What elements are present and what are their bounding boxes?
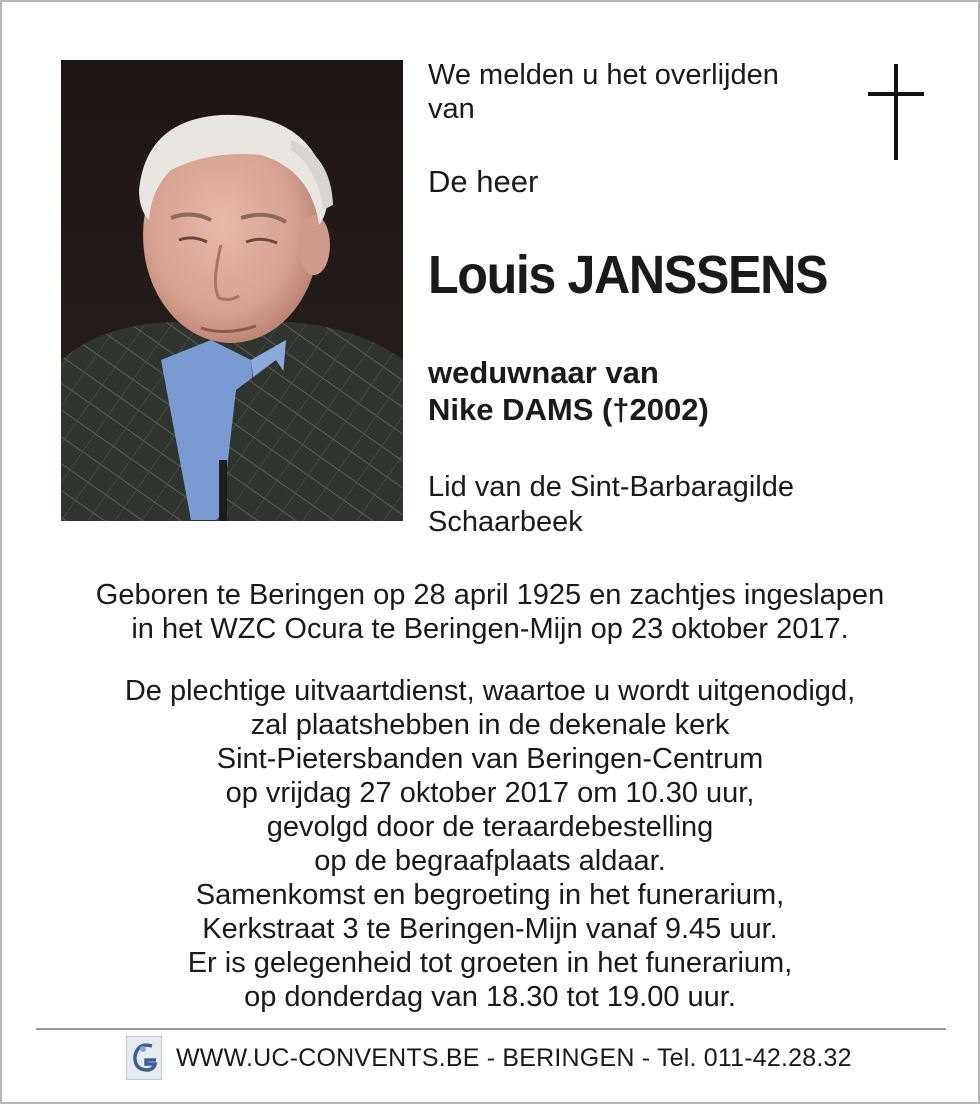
announcement-intro — [428, 58, 848, 126]
footer-divider — [36, 1028, 946, 1030]
funeral-details — [2, 674, 978, 1014]
funeral-home-contact[interactable]: WWW.UC-CONVENTS.BE - BERINGEN - Tel. 011-42.28.32 — [176, 1043, 852, 1072]
salutation: De heer — [428, 164, 539, 199]
funeral-line: zal plaatshebben in de dekenale kerk — [250, 709, 730, 741]
spouse-line: weduwnaar van — [428, 355, 659, 390]
guild-line: Lid van de Sint-Barbaragilde — [428, 471, 794, 503]
funeral-line: op de begraafplaats aldaar. — [314, 845, 666, 877]
guild-membership — [428, 470, 794, 540]
portrait-photo — [61, 60, 403, 521]
funeral-line: Sint-Pietersbanden van Beringen-Centrum — [216, 743, 764, 775]
spouse-line: Nike DAMS (†2002) — [428, 392, 709, 427]
intro-line: van — [428, 93, 475, 125]
funeral-line: Kerkstraat 3 te Beringen-Mijn vanaf 9.45 uur. — [202, 913, 778, 945]
funeral-line: Er is gelegenheid tot groeten in het funerarium, — [187, 947, 793, 979]
deceased-name: Louis JANSSENS — [428, 245, 828, 305]
funeral-line: op vrijdag 27 oktober 2017 om 10.30 uur, — [225, 777, 755, 809]
birth-death-details — [2, 578, 978, 646]
spouse-info — [428, 354, 709, 428]
funeral-line: Samenkomst en begroeting in het funerarium, — [195, 879, 785, 911]
funeral-line: op donderdag van 18.30 tot 19.00 uur. — [244, 981, 736, 1013]
uc-convents-logo-icon — [126, 1036, 162, 1080]
guild-line: Schaarbeek — [428, 506, 583, 538]
footer — [126, 1036, 852, 1080]
funeral-line: De plechtige uitvaartdienst, waartoe u wordt uitgenodigd, — [124, 675, 856, 707]
birth-line: Geboren te Beringen op 28 april 1925 en zachtjes ingeslapen — [95, 579, 885, 611]
intro-line: We melden u het overlijden — [428, 59, 779, 91]
cross-icon — [868, 64, 924, 160]
birth-line: in het WZC Ocura te Beringen-Mijn op 23 oktober 2017. — [131, 613, 849, 645]
funeral-line: gevolgd door de teraardebestelling — [266, 811, 714, 843]
